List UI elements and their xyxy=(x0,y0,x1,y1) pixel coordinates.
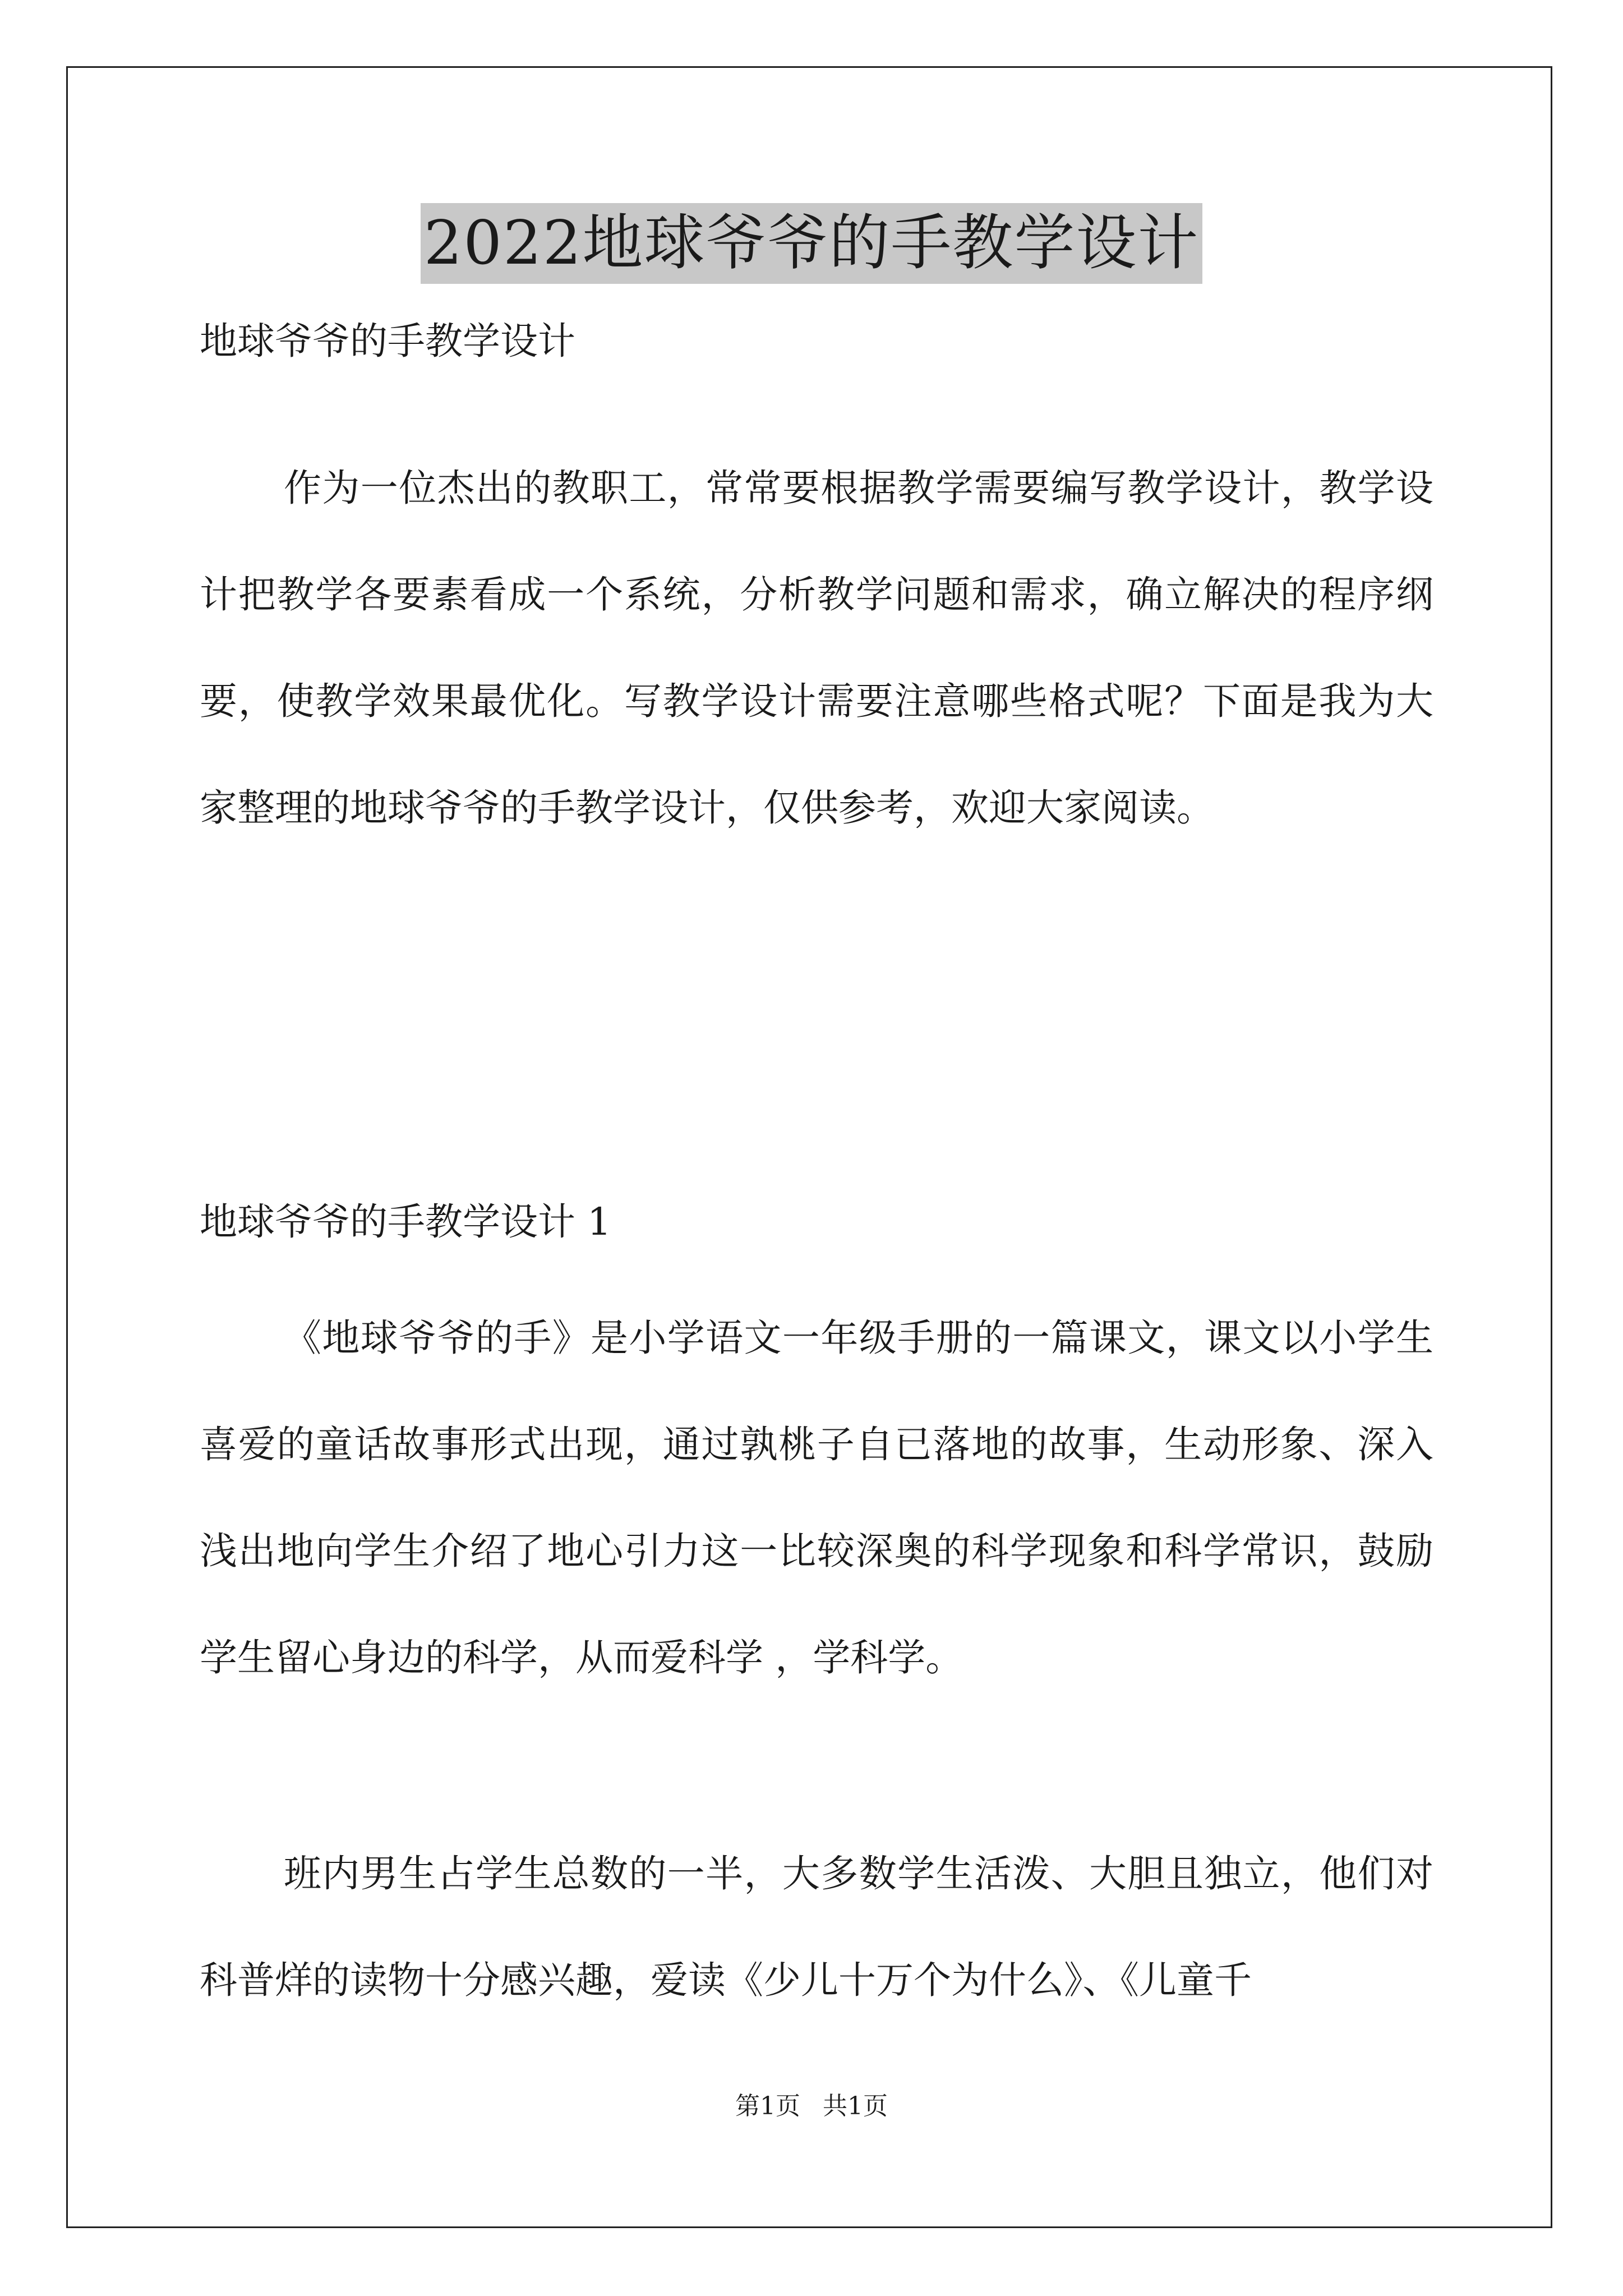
paragraph-lesson-overview: 《地球爷爷的手》是小学语文一年级手册的一篇课文，课文以小学生喜爱的童话故事形式出现，通过孰桃子自已落地的故事，生动形象、深入浅出地向学生介绍了地心引力这一比较深奥的科学现象和科学常识，鼓励学生留心身边的科学，从而爱科学 ，学科学。 xyxy=(200,1316,1433,1680)
page-footer xyxy=(0,2090,1623,2123)
section-heading: 地球爷爷的手教学设计 1 xyxy=(200,1200,611,1244)
document-subtitle: 地球爷爷的手教学设计 xyxy=(200,319,575,363)
title-container xyxy=(0,203,1623,284)
paragraph-class-analysis: 班内男生占学生总数的一半，大多数学生活泼、大胆且独立，他们对科普烊的读物十分感兴趣，爱读《少儿十万个为什么》、《儿童千 xyxy=(200,1852,1433,2002)
page-number-current: 第1页 xyxy=(735,2092,800,2120)
page-number-total: 共1页 xyxy=(823,2092,888,2120)
document-title: 2022地球爷爷的手教学设计 xyxy=(421,203,1203,284)
paragraph-intro: 作为一位杰出的教职工，常常要根据教学需要编写教学设计，教学设计把教学各要素看成一个系统，分析教学问题和需求，确立解决的程序纲要，使教学效果最优化。写教学设计需要注意哪些格式呢？下面是我为大家整理的地球爷爷的手教学设计，仅供参考，欢迎大家阅读。 xyxy=(200,466,1433,830)
